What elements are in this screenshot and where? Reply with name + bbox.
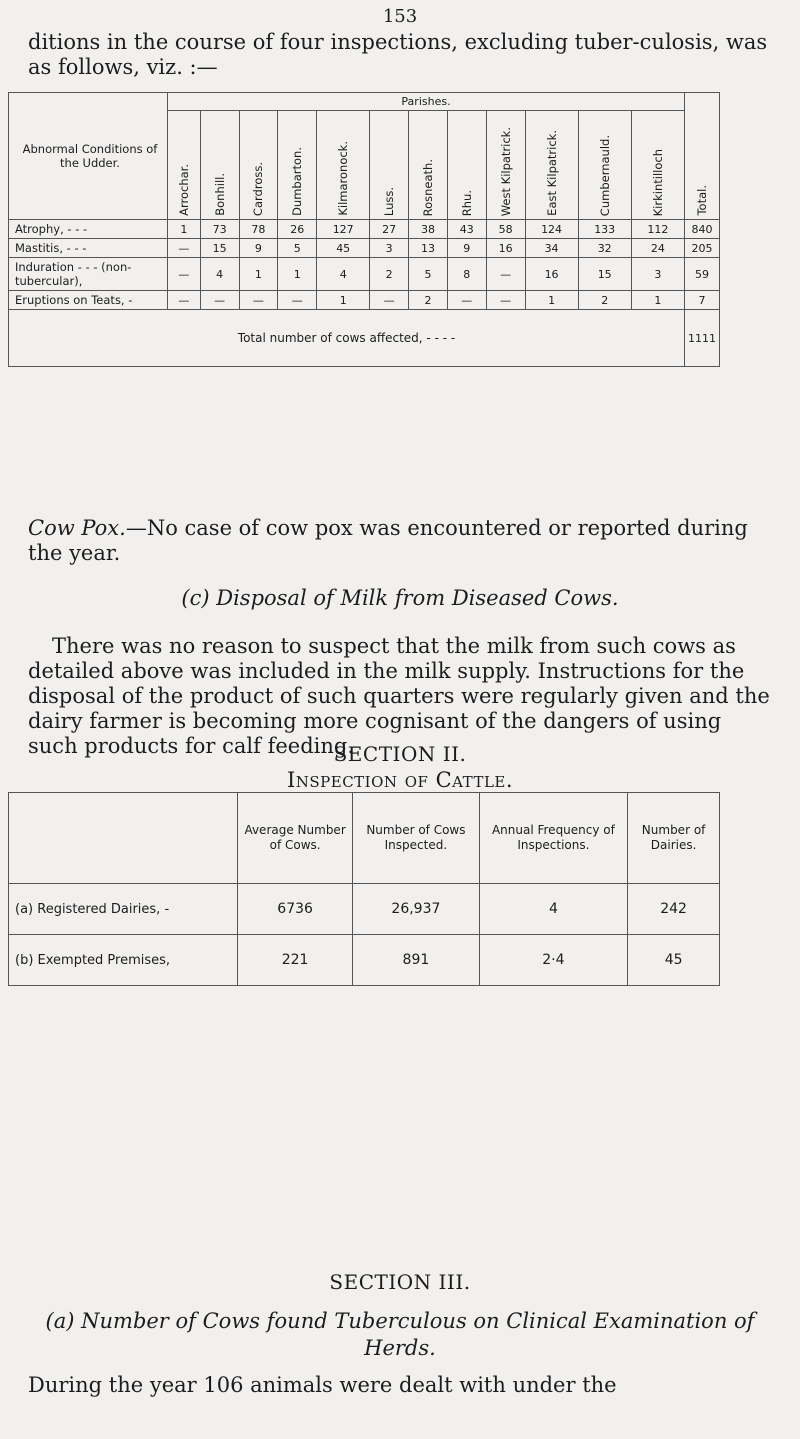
cell: 45 — [317, 239, 370, 258]
cell: 32 — [578, 239, 631, 258]
t2-header-average: Average Number of Cows. — [238, 793, 353, 884]
cell: 1 — [278, 258, 317, 291]
cell: 59 — [685, 258, 720, 291]
page-number: 153 — [382, 6, 418, 27]
cell: 27 — [370, 220, 409, 239]
col-header: Rhu. — [447, 111, 486, 220]
row-label: Mastitis, - - - — [9, 239, 168, 258]
cell: 45 — [628, 935, 720, 986]
cell: 2·4 — [479, 935, 628, 986]
cell: — — [168, 239, 201, 258]
cell: 5 — [278, 239, 317, 258]
cell: 2 — [578, 291, 631, 310]
cell: 2 — [409, 291, 448, 310]
cell: 26,937 — [353, 884, 479, 935]
cell: 73 — [200, 220, 239, 239]
cell: 205 — [685, 239, 720, 258]
t2-header-frequency: Annual Frequency of Inspections. — [479, 793, 628, 884]
cell: 1 — [168, 220, 201, 239]
cell: 840 — [685, 220, 720, 239]
col-header: Cardross. — [239, 111, 278, 220]
table-row — [9, 291, 720, 310]
t2-header-blank — [9, 793, 238, 884]
row-header: Abnormal Conditions of the Udder. — [9, 93, 168, 220]
t2-header-dairies: Number of Dairies. — [628, 793, 720, 884]
cell: 5 — [409, 258, 448, 291]
cowpox-text: —No case of cow pox was encountered or reported during the year. — [28, 516, 748, 565]
cell: 3 — [370, 239, 409, 258]
cell: 16 — [525, 258, 578, 291]
t2-header-inspected: Number of Cows Inspected. — [353, 793, 479, 884]
cell: 43 — [447, 220, 486, 239]
cell: 13 — [409, 239, 448, 258]
table-row — [9, 884, 720, 935]
cell: — — [486, 258, 525, 291]
cell: 15 — [578, 258, 631, 291]
row-label: Induration - - - (non-tubercular), — [9, 258, 168, 291]
row-label: (a) Registered Dairies, - — [9, 884, 238, 935]
cell: 34 — [525, 239, 578, 258]
cell: 221 — [238, 935, 353, 986]
cell: — — [200, 291, 239, 310]
section3-title: SECTION III. — [329, 1270, 471, 1294]
cell: — — [370, 291, 409, 310]
col-header: Rosneath. — [409, 111, 448, 220]
cell: 242 — [628, 884, 720, 935]
cell: — — [447, 291, 486, 310]
cell: 38 — [409, 220, 448, 239]
section2-subtitle: Inspection of Cattle. — [286, 768, 514, 792]
cell: 9 — [239, 239, 278, 258]
cell: 891 — [353, 935, 479, 986]
cell: 6736 — [238, 884, 353, 935]
row-label: Atrophy, - - - — [9, 220, 168, 239]
cell: 1 — [631, 291, 684, 310]
cowpox-lead: Cow Pox. — [28, 516, 126, 540]
col-header: Kirkintilloch — [631, 111, 684, 220]
cell: 4 — [479, 884, 628, 935]
group-header-parishes: Parishes. — [168, 93, 685, 111]
last-line: During the year 106 animals were dealt with under the — [28, 1373, 617, 1397]
cell: — — [168, 291, 201, 310]
cell: 15 — [200, 239, 239, 258]
cell: — — [278, 291, 317, 310]
cell: 127 — [317, 220, 370, 239]
cell: 58 — [486, 220, 525, 239]
cell: 1 — [239, 258, 278, 291]
cell: 4 — [317, 258, 370, 291]
total-value: 1111 — [685, 310, 720, 367]
col-header: Dumbarton. — [278, 111, 317, 220]
col-header-total: Total. — [685, 93, 720, 220]
disposal-paragraph: There was no reason to suspect that the milk from such cows as detailed above was included in the milk supply. Instructions for the disposal of the product of such quarters were regularly given and the dairy farmer is becoming more cognisant of the dangers of using such products for calf feeding. — [28, 634, 770, 758]
col-header: Cumbernauld. — [578, 111, 631, 220]
cowpox-paragraph — [28, 516, 772, 566]
section3-subheading: (a) Number of Cows found Tuberculous on Clinical Examination of Herds. — [45, 1309, 755, 1360]
cell: 7 — [685, 291, 720, 310]
cell: 1 — [525, 291, 578, 310]
cell: 24 — [631, 239, 684, 258]
table-row — [9, 258, 720, 291]
col-header: West Kilpatrick. — [486, 111, 525, 220]
subheading-disposal: (c) Disposal of Milk from Diseased Cows. — [181, 586, 619, 610]
cell: 16 — [486, 239, 525, 258]
cell: 2 — [370, 258, 409, 291]
cattle-inspection-table — [8, 792, 720, 986]
total-label: Total number of cows affected, - - - - — [9, 310, 685, 367]
cell: 9 — [447, 239, 486, 258]
cell: 133 — [578, 220, 631, 239]
cell: — — [239, 291, 278, 310]
cell: 26 — [278, 220, 317, 239]
cell: 8 — [447, 258, 486, 291]
cell: 124 — [525, 220, 578, 239]
cell: 112 — [631, 220, 684, 239]
col-header: East Kilpatrick. — [525, 111, 578, 220]
intro-paragraph: ditions in the course of four inspections, excluding tuber-culosis, was as follows, viz. :— — [28, 30, 768, 79]
row-label: (b) Exempted Premises, — [9, 935, 238, 986]
cell: — — [486, 291, 525, 310]
col-header: Arrochar. — [168, 111, 201, 220]
table-row — [9, 935, 720, 986]
cell: 1 — [317, 291, 370, 310]
udder-conditions-table — [8, 92, 720, 367]
cell: 4 — [200, 258, 239, 291]
cell: 3 — [631, 258, 684, 291]
col-header: Bonhill. — [200, 111, 239, 220]
section2-title: SECTION II. — [333, 742, 467, 766]
table-row — [9, 220, 720, 239]
cell: — — [168, 258, 201, 291]
row-label: Eruptions on Teats, - — [9, 291, 168, 310]
table-row — [9, 239, 720, 258]
cell: 78 — [239, 220, 278, 239]
col-header: Kilmaronock. — [317, 111, 370, 220]
col-header: Luss. — [370, 111, 409, 220]
